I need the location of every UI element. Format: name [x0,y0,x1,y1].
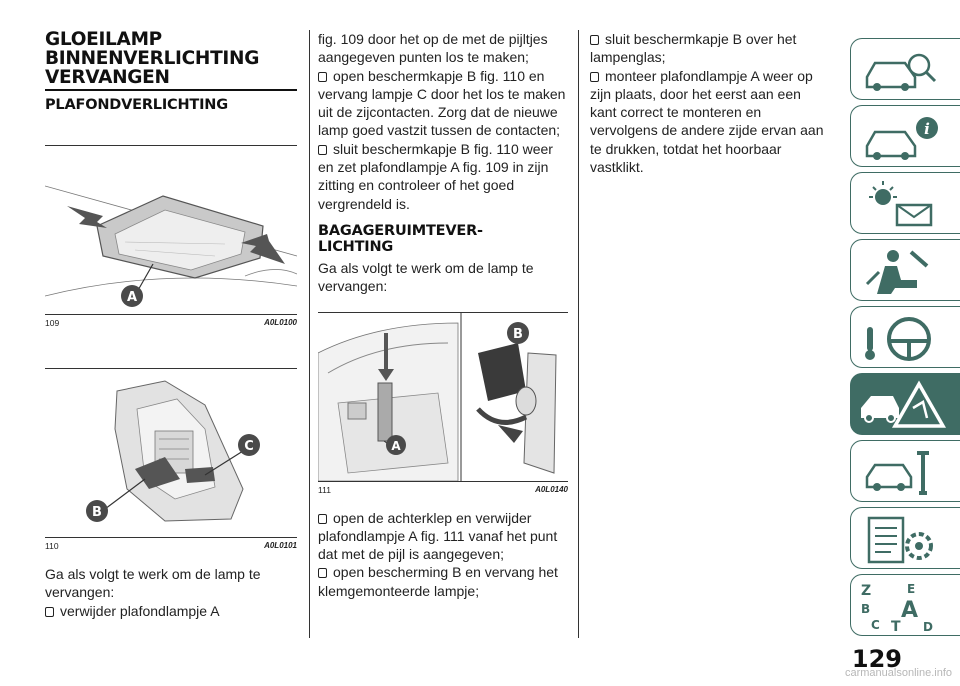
intro-text-1: Ga als volgt te werk om de lamp te vervangen: [45,566,261,601]
svg-text:Z: Z [861,583,872,599]
tab-car-search[interactable] [850,38,960,100]
checkbox-bullet-icon [318,145,327,155]
trunk-lamp-illustration [318,313,568,481]
tab-seat-airbag[interactable] [850,239,960,301]
car-info-icon [857,110,947,164]
bullet-item-2: open beschermkapje B fig. 110 en vervang lampje C door het los te maken uit de zijcontacten. Zorg dat de nieuwe lamp goed vastzit tussen de contacten; [318,67,566,139]
bullet-item-7: monteer plafondlampje A weer op zijn plaats, door het eerst aan een kant correct te monteren en vervolgens de andere zijde ervan aan te drukken, totdat het hoorbaar vastklikt. [590,67,824,176]
svg-text:A: A [126,290,138,305]
specifications-list-icon [857,512,947,566]
figure-109 [45,145,297,315]
svg-text:E: E [907,582,916,596]
tab-steering-key[interactable] [850,306,960,368]
svg-text:A: A [391,438,401,453]
car-accident-warning-icon [857,378,947,432]
page-number: 129 [851,645,902,673]
svg-text:B: B [513,326,523,342]
figure-111-caption: 111 A0L0140 [318,484,568,495]
checkbox-bullet-icon [318,568,327,578]
checkbox-bullet-icon [45,607,54,617]
bullet-item-3: sluit beschermkapje B fig. 110 weer en zet plafondlampje A fig. 109 in zijn zitting en controleer of het goed vergrendeld is. [318,140,553,212]
bullet-item-6: sluit beschermkapje B over het lampenglas; [590,31,797,66]
middle-column [318,30,568,600]
tab-alphabetical-index[interactable] [850,574,960,636]
tab-specifications[interactable] [850,507,960,569]
checkbox-bullet-icon [590,72,599,82]
car-maintenance-icon [857,445,947,499]
watermark: carmanualsonline.info [844,667,952,679]
checkbox-bullet-icon [318,514,327,524]
ceiling-lamp-illustration [45,146,297,314]
column-divider [578,30,579,638]
lamp-cover-illustration [45,369,297,537]
figure-111 [318,312,568,482]
svg-text:i: i [924,120,930,138]
svg-text:C: C [244,439,254,454]
column-divider [309,30,310,638]
bullet-item-1: verwijder plafondlampje A [45,602,300,620]
svg-text:B: B [861,602,871,616]
svg-text:B: B [92,505,102,520]
section-heading-plafond: PLAFONDVERLICHTING [45,97,228,113]
svg-text:D: D [923,620,933,633]
intro-text-2: Ga als volgt te werk om de lamp te vervangen: [318,259,534,295]
bullet-item-5: open bescherming B en vervang het klemgemonteerde lampje; [318,564,558,599]
tab-emergency[interactable] [850,373,960,435]
bullet-item-4: open de achterklep en verwijder plafondlampje A fig. 111 vanaf het punt dat met de pijl is aangegeven; [318,509,558,563]
seat-airbag-icon [857,244,947,298]
svg-text:T: T [891,619,901,633]
checkbox-bullet-icon [318,72,327,82]
title-underline [45,89,297,91]
tab-maintenance[interactable] [850,440,960,502]
right-column [590,30,830,176]
svg-text:A: A [901,598,919,623]
left-column [45,30,300,620]
figure-109-caption: 109 A0L0100 [45,318,297,328]
alphabet-index-icon [857,579,947,633]
steering-key-icon [857,311,947,365]
paragraph-continued: fig. 109 door het op de met de pijltjes aangegeven punten los te maken; [318,31,548,66]
svg-text:C: C [871,618,880,632]
warning-lights-icon [857,177,947,231]
car-search-icon [857,43,947,97]
checkbox-bullet-icon [590,35,599,45]
tab-car-info[interactable] [850,105,960,167]
figure-110 [45,368,297,538]
page-title: GLOEILAMP BINNENVERLICHTING VERVANGEN [45,29,260,88]
section-heading-bagage: BAGAGERUIMTEVER- LICHTING [318,222,483,255]
tab-warning-lights[interactable] [850,172,960,234]
figure-110-caption: 110 A0L0101 [45,541,297,551]
